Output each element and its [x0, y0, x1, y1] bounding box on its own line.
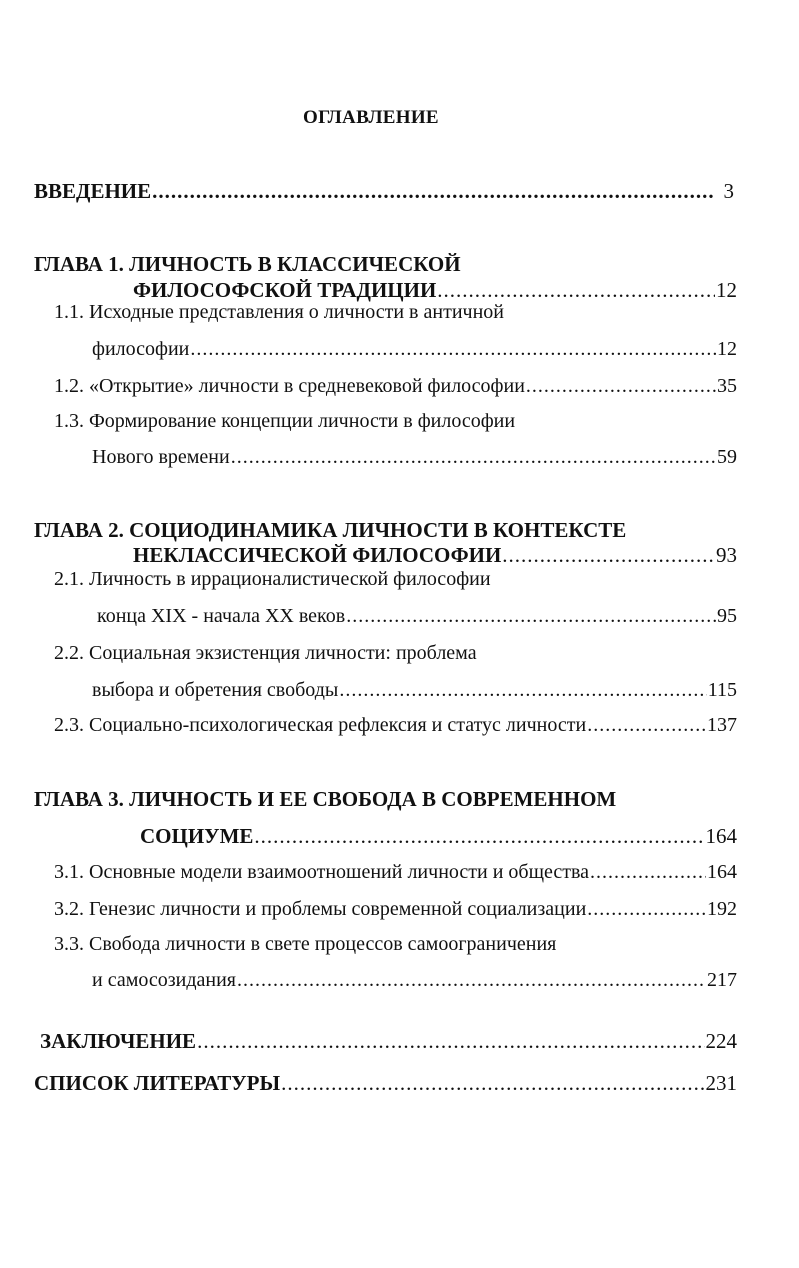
entry-label: СОЦИУМЕ [140, 824, 254, 848]
page-number: 224 [705, 1029, 737, 1053]
leader-dots [197, 1031, 704, 1052]
section-1-1-heading[interactable]: 1.1. Исходные представления о личности в античной [54, 301, 504, 323]
leader-dots [339, 680, 706, 700]
entry-label: ЗАКЛЮЧЕНИЕ [40, 1029, 197, 1053]
leader-dots [587, 715, 706, 735]
toc-title: ОГЛАВЛЕНИЕ [303, 107, 439, 128]
toc-entry-section-2-1[interactable] [97, 606, 737, 626]
toc-entry-section-1-3[interactable] [92, 447, 737, 467]
entry-label: СПИСОК ЛИТЕРАТУРЫ [34, 1071, 281, 1095]
page-number: 93 [716, 543, 737, 567]
page-number: 217 [707, 969, 737, 991]
leader-dots [346, 606, 716, 626]
leader-dots [231, 447, 716, 467]
toc-entry-section-1-1[interactable] [92, 339, 737, 359]
chapter-2-heading[interactable]: ГЛАВА 2. СОЦИОДИНАМИКА ЛИЧНОСТИ В КОНТЕКСТЕ [34, 518, 627, 542]
page-number: 12 [717, 338, 737, 360]
toc-entry-section-3-2[interactable] [54, 899, 737, 919]
toc-entry-conclusion[interactable] [40, 1031, 737, 1052]
page-number: 137 [707, 714, 737, 736]
entry-label: философии [92, 338, 190, 360]
page-number: 231 [705, 1071, 737, 1095]
entry-label: конца XIX - начала XX веков [97, 605, 346, 627]
entry-label: ВВЕДЕНИЕ [34, 179, 152, 203]
entry-label: 3.1. Основные модели взаимоотношений личности и общества [54, 861, 590, 883]
leader-dots [254, 826, 704, 847]
entry-label: 3.2. Генезис личности и проблемы современной социализации [54, 898, 587, 920]
entry-label: и самосозидания [92, 969, 236, 991]
toc-entry-section-2-3[interactable] [54, 715, 737, 735]
toc-entry-section-3-3[interactable] [92, 970, 737, 990]
page-number: 164 [705, 824, 737, 848]
leader-dots [437, 280, 715, 301]
section-2-2-heading[interactable]: 2.2. Социальная экзистенция личности: проблема [54, 642, 477, 664]
page-number: 59 [717, 446, 737, 468]
page-number: 35 [717, 375, 737, 397]
entry-label: 2.3. Социально-психологическая рефлексия и статус личности [54, 714, 587, 736]
entry-label: НЕКЛАССИЧЕСКОЙ ФИЛОСОФИИ [133, 543, 502, 567]
toc-entry-references[interactable] [34, 1073, 737, 1094]
page-number: 115 [707, 679, 737, 701]
toc-entry-chapter-3[interactable] [140, 826, 737, 847]
toc-entry-section-1-2[interactable] [54, 376, 737, 396]
entry-label: ФИЛОСОФСКОЙ ТРАДИЦИИ [133, 278, 437, 302]
toc-entry-chapter-2[interactable] [133, 545, 737, 566]
leader-dots [590, 862, 706, 882]
leader-dots [190, 339, 716, 359]
entry-label: 1.2. «Открытие» личности в средневековой философии [54, 375, 525, 397]
page-number: 95 [717, 605, 737, 627]
page-number: 12 [716, 278, 737, 302]
chapter-1-heading[interactable]: ГЛАВА 1. ЛИЧНОСТЬ В КЛАССИЧЕСКОЙ [34, 252, 461, 276]
entry-label: Нового времени [92, 446, 230, 468]
toc-entry-section-3-1[interactable] [54, 862, 737, 882]
toc-entry-section-2-2[interactable] [92, 680, 737, 700]
entry-label: выбора и обретения свободы [92, 679, 339, 701]
toc-entry-introduction[interactable] [34, 181, 734, 202]
page-number: 192 [707, 898, 737, 920]
section-1-3-heading[interactable]: 1.3. Формирование концепции личности в философии [54, 410, 516, 432]
page-number: 3 [723, 179, 734, 203]
page-number: 164 [707, 861, 737, 883]
leader-dots [587, 899, 706, 919]
toc-entry-chapter-1[interactable] [133, 280, 737, 301]
chapter-3-heading[interactable]: ГЛАВА 3. ЛИЧНОСТЬ И ЕЕ СВОБОДА В СОВРЕМЕННОМ [34, 787, 617, 811]
leader-dots [281, 1073, 704, 1094]
section-3-3-heading[interactable]: 3.3. Свобода личности в свете процессов самоограничения [54, 933, 557, 955]
section-2-1-heading[interactable]: 2.1. Личность в иррационалистической философии [54, 568, 491, 590]
leader-dots [152, 181, 714, 202]
leader-dots [526, 376, 716, 396]
leader-dots [502, 545, 715, 566]
leader-dots [237, 970, 706, 990]
